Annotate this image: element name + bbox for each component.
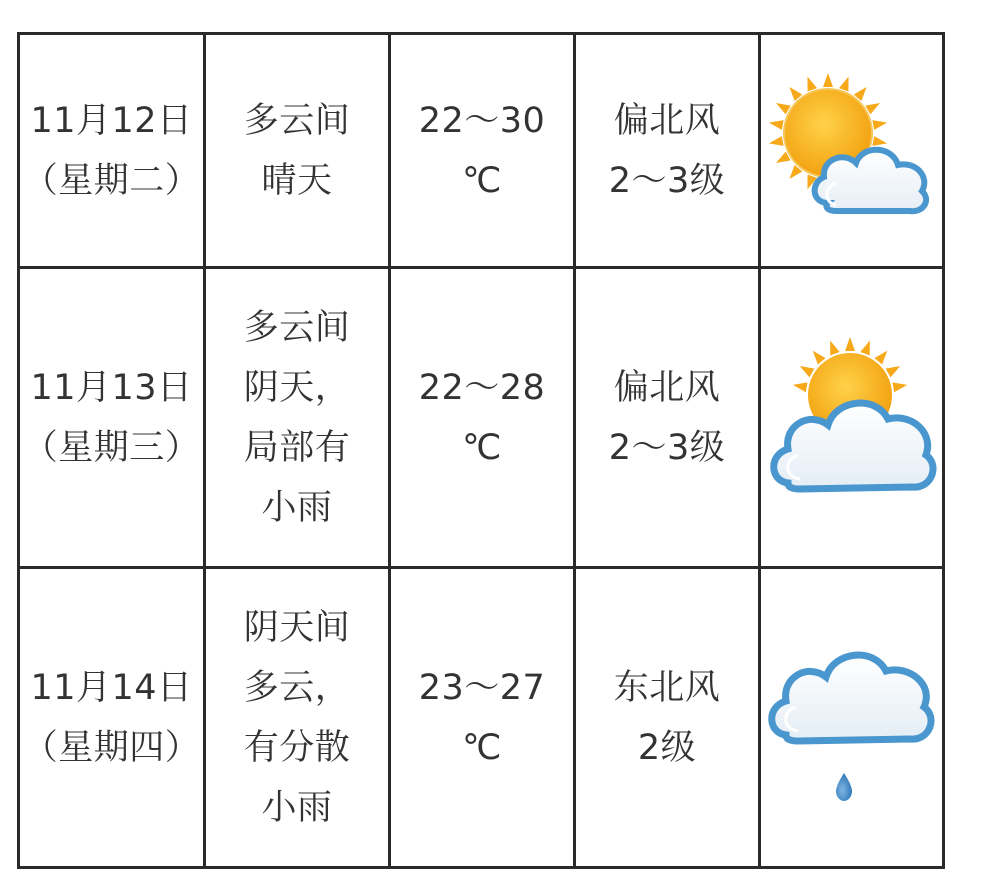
weather-desc-cell	[205, 34, 390, 268]
weekday-text: （星期三）	[22, 427, 201, 468]
date-cell	[19, 34, 205, 268]
temperature-cell	[390, 34, 575, 268]
weather-desc-line: 多云间	[243, 100, 351, 141]
wind-direction: 偏北风	[613, 100, 721, 141]
weather-desc-line: 小雨	[261, 487, 333, 528]
temperature-range: 22～28	[418, 367, 546, 408]
table-row	[19, 268, 944, 568]
weather-icon-cell	[760, 268, 944, 568]
temperature-range: 23～27	[418, 667, 546, 708]
temperature-cell	[390, 568, 575, 868]
date-text: 11月12日	[30, 100, 193, 141]
wind-direction: 东北风	[613, 667, 721, 708]
weather-desc-line: 有分散	[243, 727, 351, 768]
temperature-range: 22～30	[418, 100, 546, 141]
wind-cell	[575, 268, 760, 568]
weather-desc-line: 小雨	[261, 787, 333, 828]
weekday-text: （星期二）	[22, 160, 201, 201]
wind-direction: 偏北风	[613, 367, 721, 408]
temperature-unit: ℃	[462, 727, 502, 768]
weather-desc-cell	[205, 568, 390, 868]
weekday-text: （星期四）	[22, 727, 201, 768]
wind-level: 2～3级	[608, 427, 726, 468]
date-cell	[19, 568, 205, 868]
table-row	[19, 34, 944, 268]
weather-forecast-table	[17, 32, 945, 869]
weather-desc-line: 阴天间	[243, 607, 351, 648]
weather-desc-line: 多云，	[243, 667, 351, 708]
weather-desc-line: 阴天，	[243, 367, 351, 408]
cloud-rain-icon	[764, 623, 940, 813]
weather-desc-line: 晴天	[261, 160, 333, 201]
wind-cell	[575, 34, 760, 268]
table-row	[19, 568, 944, 868]
weather-icon-cell	[760, 34, 944, 268]
temperature-unit: ℃	[462, 427, 502, 468]
partly-sunny-icon	[766, 71, 938, 231]
weather-desc-line: 多云间	[243, 307, 351, 348]
mostly-cloudy-icon	[764, 333, 940, 503]
date-cell	[19, 268, 205, 568]
temperature-cell	[390, 268, 575, 568]
temperature-unit: ℃	[462, 160, 502, 201]
weather-desc-line: 局部有	[243, 427, 351, 468]
weather-desc-cell	[205, 268, 390, 568]
weather-icon-cell	[760, 568, 944, 868]
wind-cell	[575, 568, 760, 868]
wind-level: 2级	[637, 727, 697, 768]
date-text: 11月14日	[30, 667, 193, 708]
wind-level: 2～3级	[608, 160, 726, 201]
date-text: 11月13日	[30, 367, 193, 408]
